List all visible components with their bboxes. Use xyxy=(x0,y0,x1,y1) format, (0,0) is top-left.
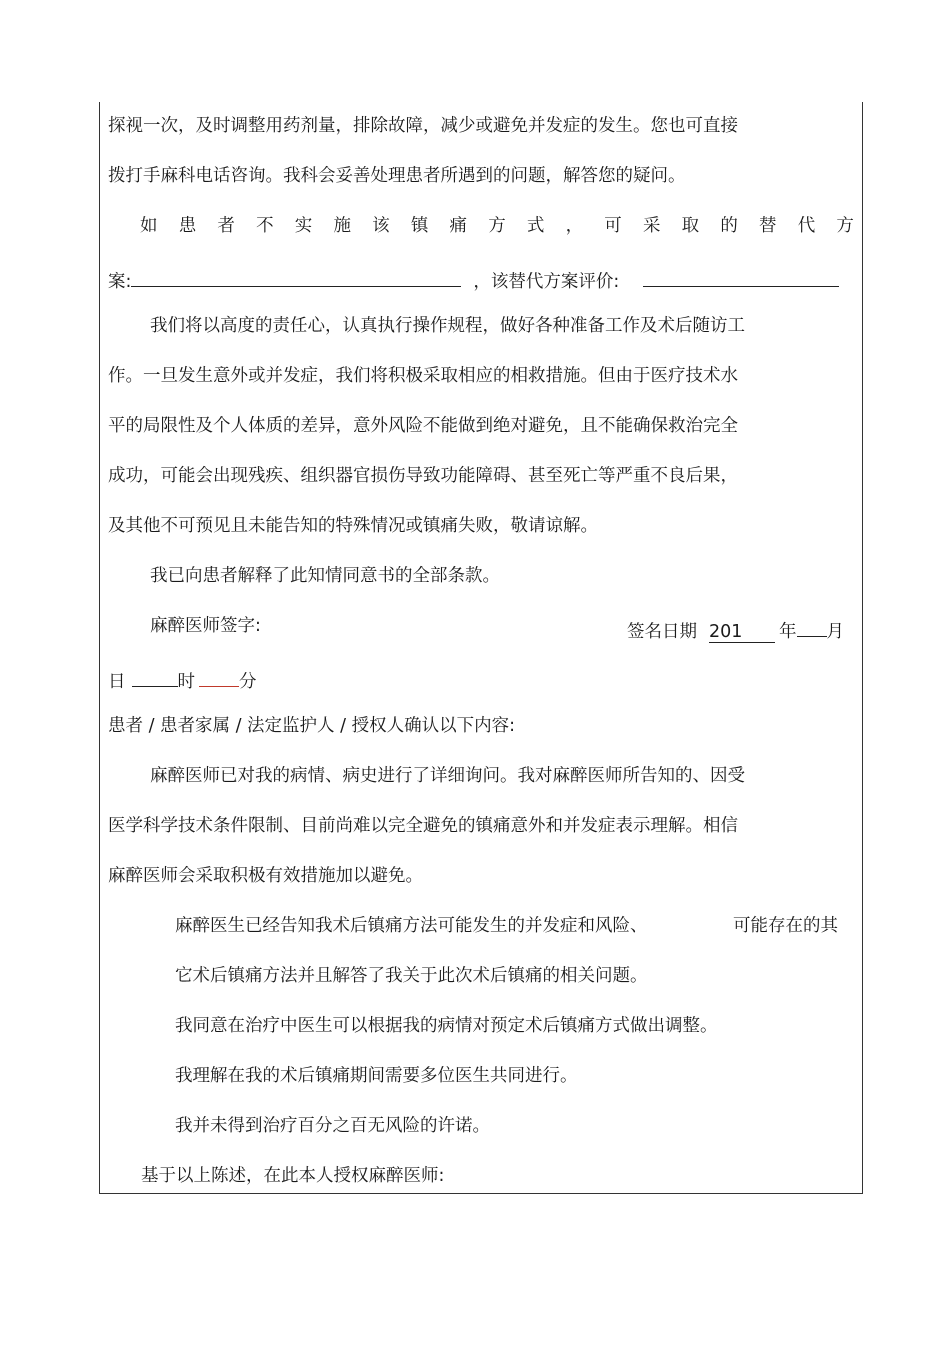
hour-field[interactable] xyxy=(199,666,239,687)
char: 式 xyxy=(526,216,545,236)
doctor-signature-label: 麻醉医师签字: xyxy=(150,616,261,636)
char: 者 xyxy=(217,216,235,236)
text-line: 麻醉医师已对我的病情、病史进行了详细询问。我对麻醉医师所告知的、因受 xyxy=(150,766,745,786)
minute-label: 分 xyxy=(239,672,257,692)
text-line: 我理解在我的术后镇痛期间需要多位医生共同进行。 xyxy=(175,1066,578,1086)
char: 不 xyxy=(256,216,274,236)
text-line: 探视一次，及时调整用药剂量，排除故障，减少或避免并发症的发生。您也可直接 xyxy=(108,116,738,136)
char: 代 xyxy=(797,216,816,236)
year-field[interactable] xyxy=(709,622,775,643)
char: 实 xyxy=(294,216,313,236)
month-field[interactable] xyxy=(797,616,827,637)
char: 施 xyxy=(333,216,351,236)
alternative-plan-eval-input[interactable] xyxy=(643,266,839,287)
day-field[interactable] xyxy=(132,666,178,687)
char: 方 xyxy=(836,216,854,236)
char: 如 xyxy=(140,216,158,236)
month-label: 月 xyxy=(826,622,844,642)
year-label: 年 xyxy=(779,622,797,642)
alt-plan-eval-label: ，该替代方案评价: xyxy=(473,272,620,292)
time-fields xyxy=(108,666,257,692)
char: 可 xyxy=(604,216,622,236)
char: 方 xyxy=(488,216,506,236)
patient-confirm-heading: 患者 / 患者家属 / 法定监护人 / 授权人确认以下内容: xyxy=(108,716,515,736)
sign-date xyxy=(627,616,844,643)
sign-date-label: 签名日期 xyxy=(627,622,697,642)
day-label: 日 xyxy=(108,672,126,692)
char: ， xyxy=(565,216,584,236)
text-line: 作。一旦发生意外或并发症，我们将积极采取相应的相救措施。但由于医疗技术水 xyxy=(108,366,738,386)
text-line: 我们将以高度的责任心，认真执行操作规程，做好各种准备工作及术后随访工 xyxy=(150,316,745,336)
char: 患 xyxy=(178,216,197,236)
text-line: 基于以上陈述，在此本人授权麻醉医师: xyxy=(141,1166,445,1186)
char: 采 xyxy=(642,216,661,236)
hour-label: 时 xyxy=(177,672,195,692)
char: 取 xyxy=(681,216,700,236)
alternative-plan-line xyxy=(140,216,854,236)
text-line: 它术后镇痛方法并且解答了我关于此次术后镇痛的相关问题。 xyxy=(175,966,648,986)
text-line: 麻醉医师会采取积极有效措施加以避免。 xyxy=(108,866,423,886)
text-line: 我已向患者解释了此知情同意书的全部条款。 xyxy=(150,566,500,586)
alternative-plan-fields xyxy=(108,266,839,292)
text-line: 我同意在治疗中医生可以根据我的病情对预定术后镇痛方式做出调整。 xyxy=(175,1016,718,1036)
text-line: 可能存在的其 xyxy=(733,916,838,936)
char: 镇 xyxy=(410,216,429,236)
text-line: 平的局限性及个人体质的差异，意外风险不能做到绝对避免，且不能确保救治完全 xyxy=(108,416,738,436)
text-line: 拨打手麻科电话咨询。我科会妥善处理患者所遇到的问题，解答您的疑问。 xyxy=(108,166,686,186)
year-value: 201 xyxy=(709,622,743,642)
text-line: 麻醉医生已经告知我术后镇痛方法可能发生的并发症和风险、 xyxy=(175,916,648,936)
char: 痛 xyxy=(449,216,467,236)
char: 替 xyxy=(759,216,777,236)
text-line: 我并未得到治疗百分之百无风险的许诺。 xyxy=(175,1116,490,1136)
alt-plan-label: 案: xyxy=(108,272,132,292)
text-line: 医学科学技术条件限制、目前尚难以完全避免的镇痛意外和并发症表示理解。相信 xyxy=(108,816,738,836)
text-line: 成功，可能会出现残疾、组织器官损伤导致功能障碍、甚至死亡等严重不良后果， xyxy=(108,466,738,486)
alternative-plan-input[interactable] xyxy=(131,266,461,287)
char: 该 xyxy=(372,216,390,236)
char: 的 xyxy=(720,216,738,236)
text-line: 及其他不可预见且未能告知的特殊情况或镇痛失败，敬请谅解。 xyxy=(108,516,598,536)
